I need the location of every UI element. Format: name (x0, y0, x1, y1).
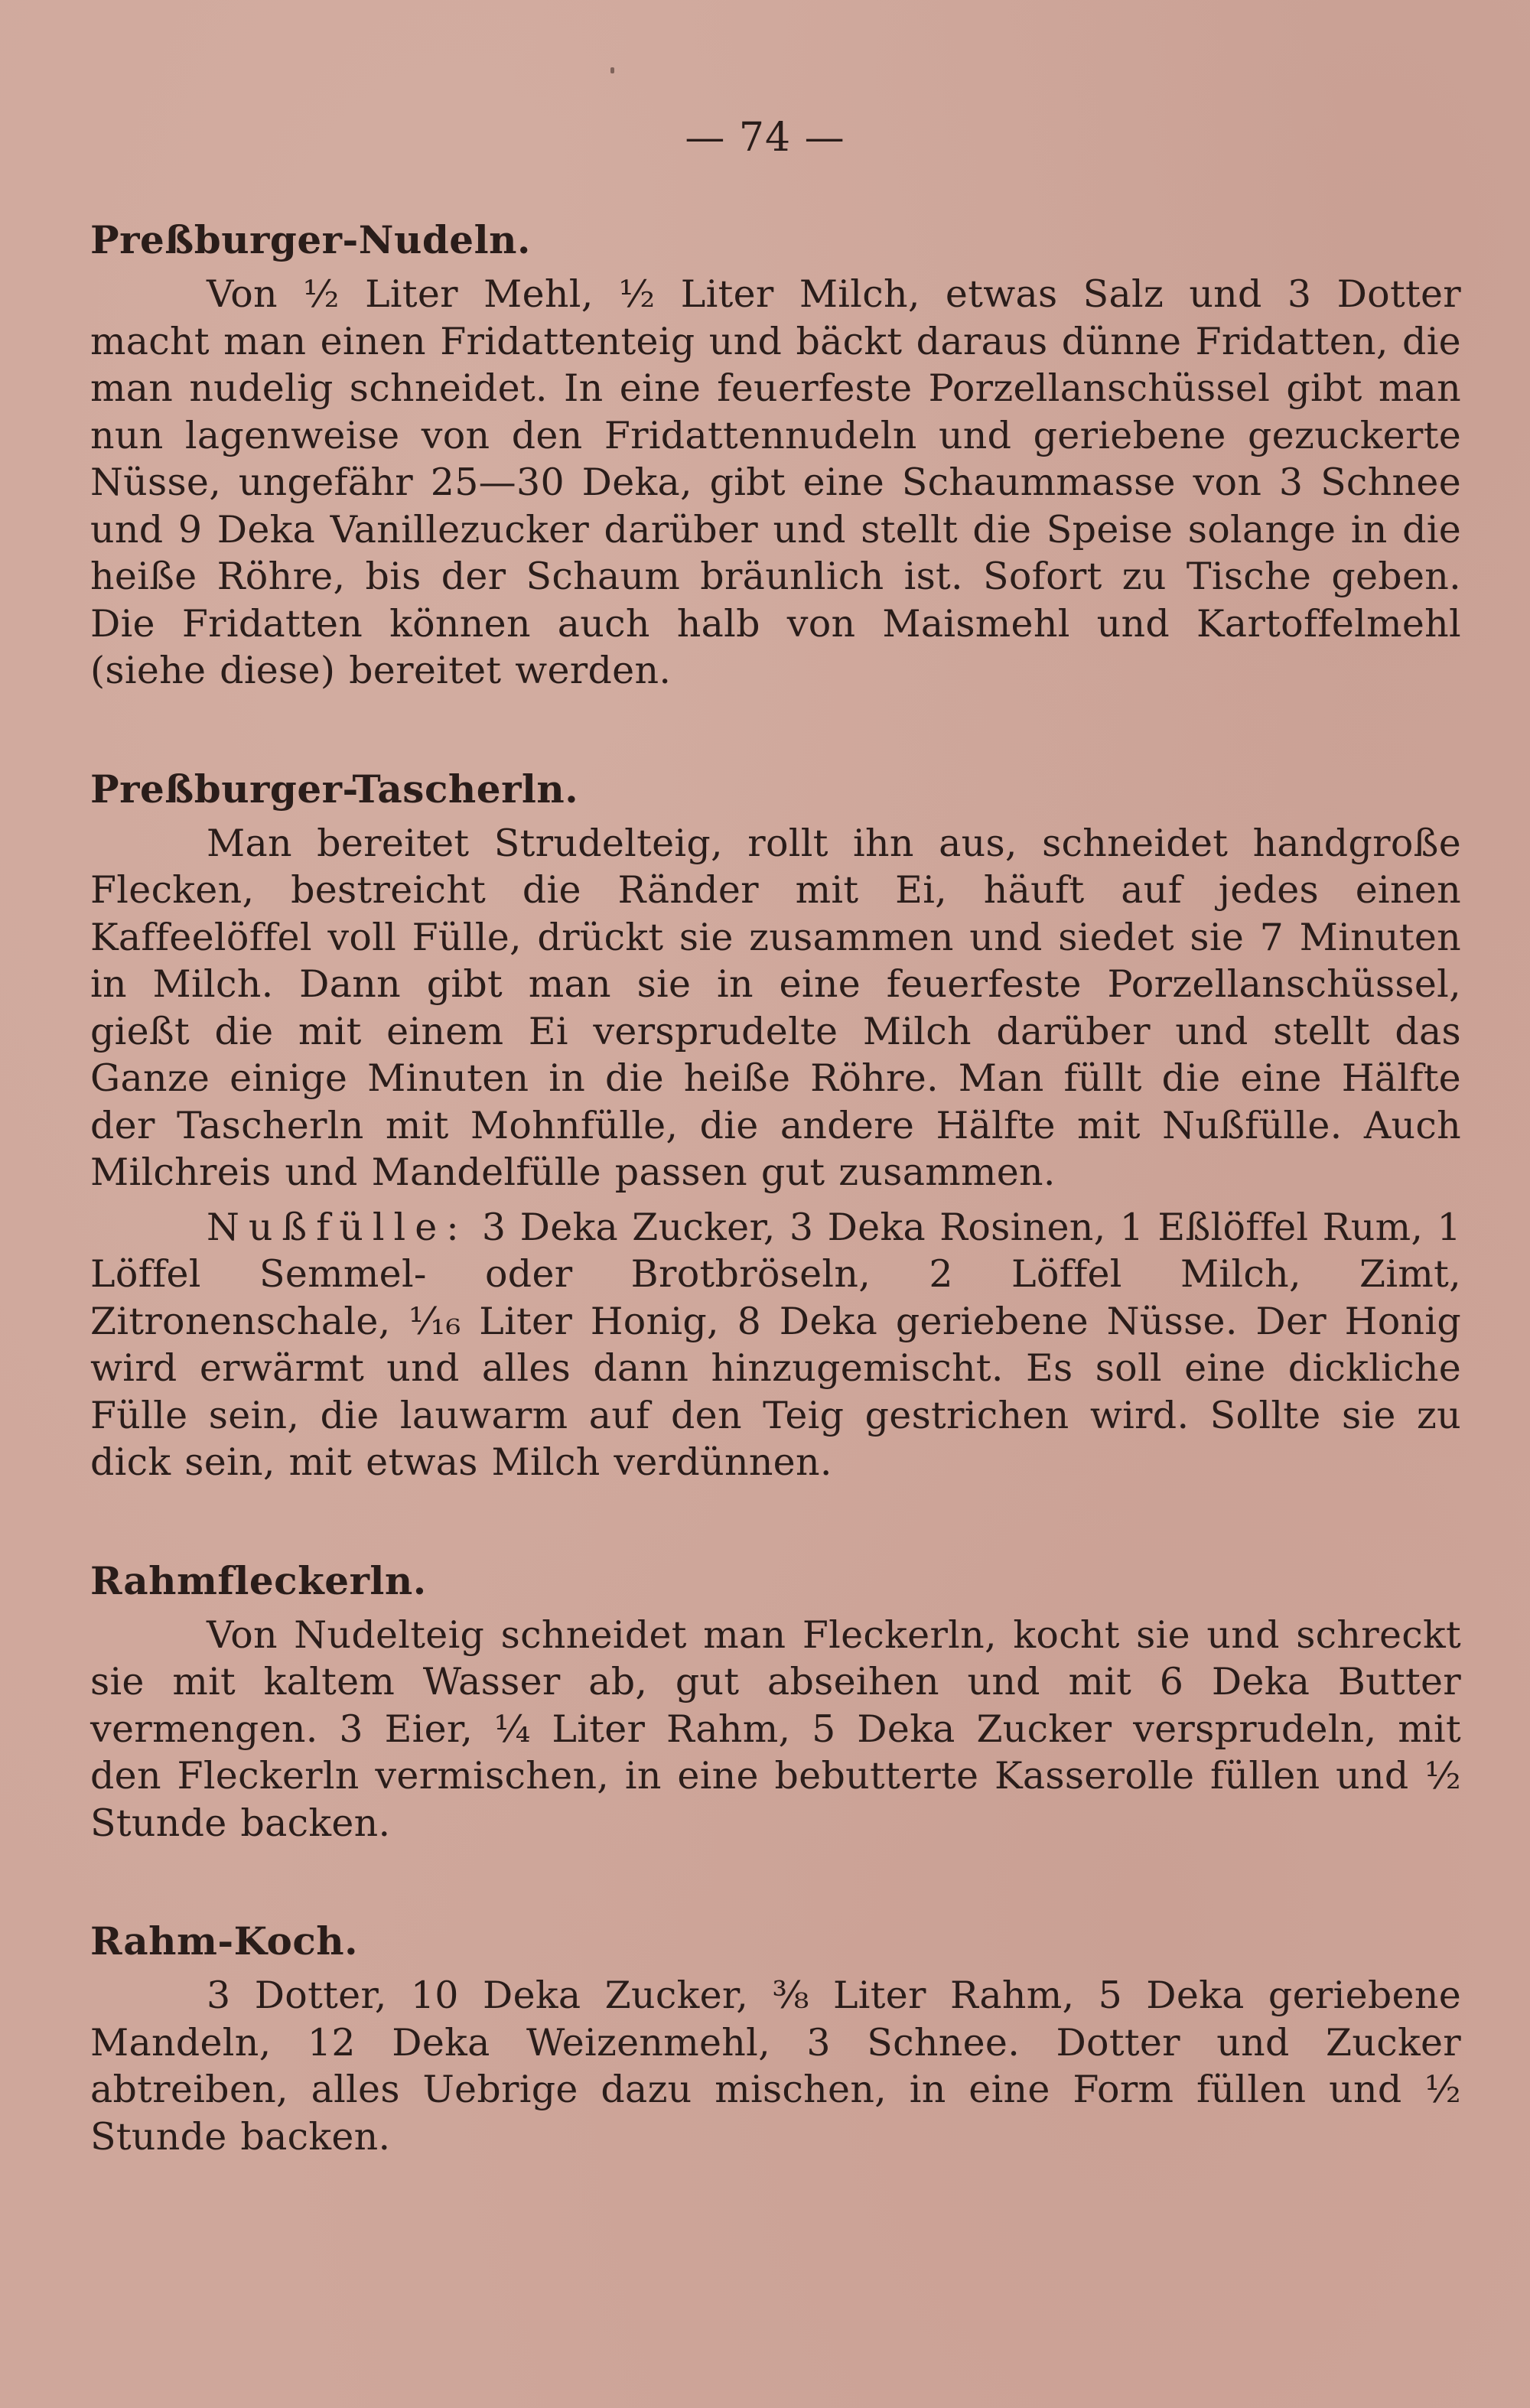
recipe-paragraph: Man bereitet Strudelteig, rollt ihn aus, schneidet handgroße Flecken, bestreicht die Ränder mit Ei, häuft auf jedes einen Kaffeelöffel voll Fülle, drückt sie zusammen und siedet sie 7 Minuten in Milch. Dann gibt man sie in eine feuerfeste Porzellanschüssel, gießt die mit einem Ei versprudelte Milch darüber und stellt das Ganze einige Minuten in die heiße Röhre. Man füllt die eine Hälfte der Tascherln mit Mohnfülle, die andere Hälfte mit Nußfülle. Auch Milchreis und Mandelfülle passen gut zusammen. (90, 821, 1461, 1194)
page-number: — 74 — (685, 115, 845, 161)
recipe-pressburger-nudeln (90, 216, 1461, 695)
recipe-list (90, 216, 1461, 2231)
nussfuelle-label: Nußfülle: (207, 1205, 468, 1249)
recipe-title: Preßburger-Tascherln. (90, 766, 579, 812)
nussfuelle-text: 3 Deka Zucker, 3 Deka Rosinen, 1 Eßlöffel Rum, 1 Löffel Semmel- oder Brotbröseln, 2 Löffel Milch, Zimt, Zitronenschale, ¹⁄₁₆ Liter Honig, 8 Deka geriebene Nüsse. Der Honig wird erwärmt und alles dann hinzugemischt. Es soll eine dickliche Fülle sein, die lauwarm auf den Teig gestrichen wird. Sollte sie zu dick sein, mit etwas Milch verdünnen. (90, 1205, 1461, 1484)
nussfuelle-paragraph (90, 1204, 1461, 1486)
recipe-title: Rahm-Koch. (90, 1918, 359, 1964)
recipe-title: Preßburger-Nudeln. (90, 217, 531, 262)
recipe-paragraph: Von Nudelteig schneidet man Fleckerln, kocht sie und schreckt sie mit kaltem Wasser ab, gut abseihen und mit 6 Deka Butter vermengen. 3 Eier, ¼ Liter Rahm, 5 Deka Zucker versprudeln, mit den Fleckerln vermischen, in eine bebutterte Kasserolle füllen und ½ Stunde backen. (90, 1612, 1461, 1845)
recipe-paragraph: Von ½ Liter Mehl, ½ Liter Milch, etwas Salz und 3 Dotter macht man einen Fridattenteig und bäckt daraus dünne Fridatten, die man nudelig schneidet. In eine feuerfeste Porzellanschüssel gibt man nun lagenweise von den Fridattennudeln und geriebene gezuckerte Nüsse, ungefähr 25—30 Deka, gibt eine Schaummasse von 3 Schnee und 9 Deka Vanillezucker darüber und stellt die Speise solange in die heiße Röhre, bis der Schaum bräunlich ist. Sofort zu Tische geben. Die Fridatten können auch halb von Maismehl und Kartoffelmehl (siehe diese) bereitet werden. (90, 272, 1461, 692)
recipe-pressburger-tascherln (90, 765, 1461, 1486)
recipe-paragraph: 3 Dotter, 10 Deka Zucker, ³⁄₈ Liter Rahm, 5 Deka geriebene Mandeln, 12 Deka Weizenmehl, 3 Schnee. Dotter und Zucker abtreiben, alles Uebrige dazu mischen, in eine Form füllen und ½ Stunde backen. (90, 1974, 1461, 2159)
recipe-title: Rahmfleckerln. (90, 1557, 427, 1603)
recipe-rahm-koch (90, 1917, 1461, 2160)
paper-speck (610, 67, 614, 73)
recipe-rahmfleckerln (90, 1557, 1461, 1847)
